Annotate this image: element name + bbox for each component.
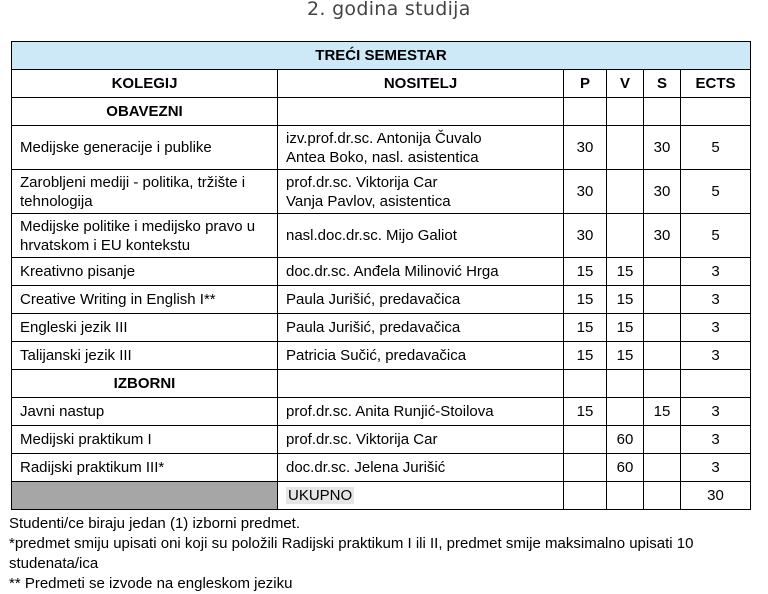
- v-cell: [607, 214, 644, 258]
- ects-cell: 3: [681, 258, 751, 286]
- total-ects: 30: [681, 482, 751, 510]
- s-cell: [644, 314, 681, 342]
- nositelj-cell: Paula Jurišić, predavačica: [278, 314, 564, 342]
- nositelj-line: izv.prof.dr.sc. Antonija Čuvalo: [286, 129, 482, 147]
- empty-cell: [607, 98, 644, 126]
- p-cell: 30: [564, 214, 607, 258]
- empty-cell: [607, 370, 644, 398]
- table-row: [12, 342, 751, 370]
- kolegij-cell: Zarobljeni mediji - politika, tržište i tehnologija: [12, 170, 278, 214]
- p-cell: [564, 454, 607, 482]
- col-header-kolegij: KOLEGIJ: [12, 70, 278, 98]
- s-cell: 30: [644, 126, 681, 170]
- p-cell: 30: [564, 170, 607, 214]
- v-cell: 15: [607, 286, 644, 314]
- nositelj-cell: prof.dr.sc. Anita Runjić-Stoilova: [278, 398, 564, 426]
- nositelj-line: Antea Boko, nasl. asistentica: [286, 148, 479, 166]
- table-row: [12, 258, 751, 286]
- v-cell: 15: [607, 314, 644, 342]
- total-blank-cell: [12, 482, 278, 510]
- s-cell: [644, 258, 681, 286]
- s-cell: 30: [644, 214, 681, 258]
- page-heading-text: 2. godina studija: [307, 0, 471, 20]
- v-cell: 60: [607, 454, 644, 482]
- s-cell: [644, 426, 681, 454]
- ects-cell: 5: [681, 170, 751, 214]
- course-table: [11, 41, 751, 510]
- total-label: UKUPNO: [288, 487, 353, 504]
- p-cell: 15: [564, 342, 607, 370]
- empty-cell: [564, 98, 607, 126]
- ects-cell: 3: [681, 286, 751, 314]
- empty-cell: [644, 482, 681, 510]
- nositelj-cell: [278, 126, 564, 170]
- table-row: [12, 314, 751, 342]
- footnote: ** Predmeti se izvode na engleskom jeziku: [9, 575, 293, 592]
- empty-cell: [278, 98, 564, 126]
- kolegij-cell: Engleski jezik III: [12, 314, 278, 342]
- p-cell: 15: [564, 398, 607, 426]
- ects-cell: 3: [681, 426, 751, 454]
- empty-cell: [681, 370, 751, 398]
- table-row: [12, 126, 751, 170]
- nositelj-cell: [278, 170, 564, 214]
- nositelj-line: Vanja Pavlov, asistentica: [286, 192, 451, 210]
- footnote: Studenti/ce biraju jedan (1) izborni predmet.: [9, 515, 300, 532]
- kolegij-cell: Radijski praktikum III*: [12, 454, 278, 482]
- s-cell: 15: [644, 398, 681, 426]
- footnote: *predmet smiju upisati oni koji su položili Radijski praktikum I ili II, predmet smije maksimalno upisati 10: [9, 535, 694, 552]
- p-cell: 15: [564, 258, 607, 286]
- header-row: [12, 70, 751, 98]
- ects-cell: 3: [681, 342, 751, 370]
- v-cell: 15: [607, 342, 644, 370]
- table-row: [12, 214, 751, 258]
- total-row: [12, 482, 751, 510]
- v-cell: [607, 170, 644, 214]
- ects-cell: 3: [681, 314, 751, 342]
- empty-cell: [681, 98, 751, 126]
- kolegij-cell: Medijske generacije i publike: [12, 126, 278, 170]
- col-header-ects: ECTS: [681, 70, 751, 98]
- page-heading: [0, 0, 768, 28]
- col-header-p: P: [564, 70, 607, 98]
- footnotes: [9, 514, 764, 594]
- p-cell: [564, 426, 607, 454]
- kolegij-cell: Talijanski jezik III: [12, 342, 278, 370]
- nositelj-cell: prof.dr.sc. Viktorija Car: [278, 426, 564, 454]
- empty-cell: [644, 370, 681, 398]
- kolegij-cell: Creative Writing in English I**: [12, 286, 278, 314]
- v-cell: 60: [607, 426, 644, 454]
- p-cell: 15: [564, 314, 607, 342]
- v-cell: 15: [607, 258, 644, 286]
- nositelj-cell: Patricia Sučić, predavačica: [278, 342, 564, 370]
- col-header-nositelj: NOSITELJ: [278, 70, 564, 98]
- group-row-izborni: [12, 370, 751, 398]
- s-cell: [644, 286, 681, 314]
- nositelj-cell: doc.dr.sc. Jelena Jurišić: [278, 454, 564, 482]
- nositelj-cell: doc.dr.sc. Anđela Milinović Hrga: [278, 258, 564, 286]
- empty-cell: [278, 370, 564, 398]
- ects-cell: 5: [681, 214, 751, 258]
- total-label-cell: [278, 482, 564, 510]
- nositelj-line: prof.dr.sc. Viktorija Car: [286, 173, 438, 191]
- kolegij-cell: Medijske politike i medijsko pravo u hrvatskom i EU kontekstu: [12, 214, 278, 258]
- table-row: [12, 398, 751, 426]
- semester-title: TREĆI SEMESTAR: [12, 42, 751, 70]
- empty-cell: [564, 370, 607, 398]
- col-header-s: S: [644, 70, 681, 98]
- group-label-obavezni: OBAVEZNI: [12, 98, 278, 126]
- nositelj-cell: nasl.doc.dr.sc. Mijo Galiot: [278, 214, 564, 258]
- table-row: [12, 286, 751, 314]
- ects-cell: 3: [681, 398, 751, 426]
- table-row: [12, 170, 751, 214]
- table-row: [12, 426, 751, 454]
- ects-cell: 3: [681, 454, 751, 482]
- s-cell: 30: [644, 170, 681, 214]
- nositelj-cell: Paula Jurišić, predavačica: [278, 286, 564, 314]
- s-cell: [644, 342, 681, 370]
- semester-row: [12, 42, 751, 70]
- p-cell: 30: [564, 126, 607, 170]
- p-cell: 15: [564, 286, 607, 314]
- empty-cell: [564, 482, 607, 510]
- ects-cell: 5: [681, 126, 751, 170]
- group-row-obavezni: [12, 98, 751, 126]
- empty-cell: [644, 98, 681, 126]
- v-cell: [607, 398, 644, 426]
- s-cell: [644, 454, 681, 482]
- kolegij-cell: Javni nastup: [12, 398, 278, 426]
- kolegij-cell: Kreativno pisanje: [12, 258, 278, 286]
- table-row: [12, 454, 751, 482]
- group-label-izborni: IZBORNI: [12, 370, 278, 398]
- kolegij-cell: Medijski praktikum I: [12, 426, 278, 454]
- v-cell: [607, 126, 644, 170]
- col-header-v: V: [607, 70, 644, 98]
- footnote: studenata/ica: [9, 555, 99, 572]
- empty-cell: [607, 482, 644, 510]
